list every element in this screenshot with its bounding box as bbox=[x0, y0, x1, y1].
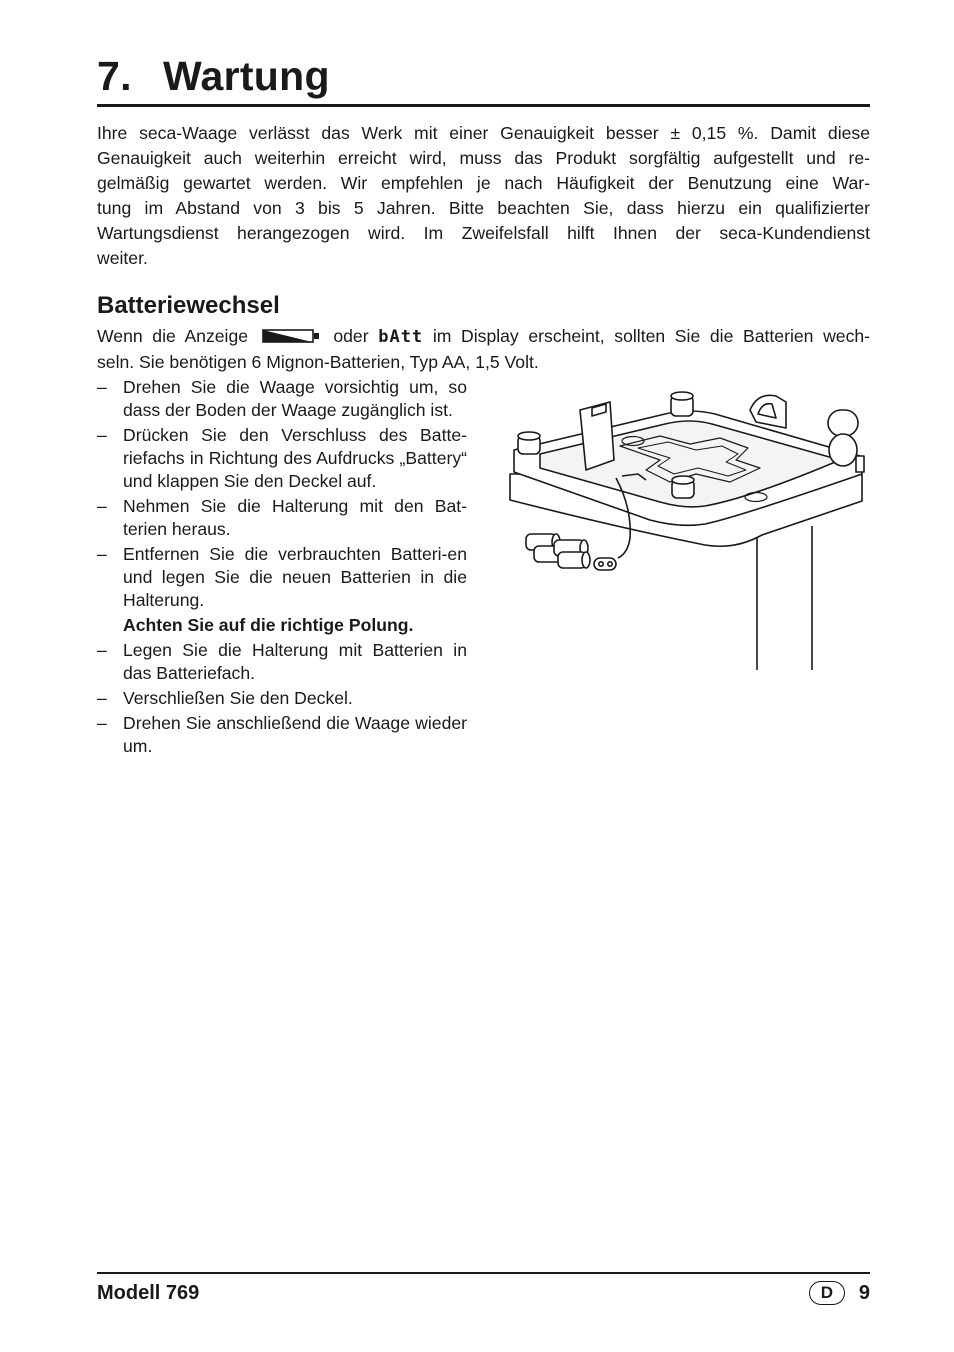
list-dash: – bbox=[97, 377, 107, 397]
step-text: Verschließen Sie den Deckel. bbox=[123, 688, 353, 708]
list-item bbox=[97, 639, 467, 685]
section-intro bbox=[97, 324, 870, 375]
low-battery-icon bbox=[262, 328, 320, 344]
chapter-title: Wartung bbox=[163, 53, 330, 99]
step-text: Drehen Sie die Waage vorsichtig um, so dass der Boden der Waage zugänglich ist. bbox=[123, 377, 467, 420]
list-dash: – bbox=[97, 544, 107, 564]
footer-divider bbox=[97, 1272, 870, 1274]
list-dash: – bbox=[97, 640, 107, 660]
polarity-note: Achten Sie auf die richtige Polung. bbox=[123, 615, 414, 635]
intro-line: gelmäßig gewartet werden. Wir empfehlen je nach Häufigkeit der Benutzung eine War- bbox=[97, 173, 870, 193]
page-title bbox=[97, 50, 330, 102]
intro-paragraph bbox=[97, 121, 870, 271]
section-heading: Batteriewechsel bbox=[97, 292, 280, 319]
footer-model: Modell 769 bbox=[97, 1282, 200, 1304]
intro-line: Genauigkeit auch weiterhin erreicht wird, muss das Produkt sorgfältig aufgestellt und re- bbox=[97, 148, 870, 168]
list-item bbox=[97, 543, 467, 612]
chapter-number: 7. bbox=[97, 53, 132, 99]
steps-list bbox=[97, 376, 467, 760]
section-intro-text: oder bbox=[333, 326, 369, 346]
intro-line: Ihre seca-Waage verlässt das Werk mit einer Genauigkeit besser ± 0,15 %. Damit diese bbox=[97, 123, 870, 143]
display-text-batt: bAtt bbox=[378, 327, 424, 347]
list-dash: – bbox=[97, 425, 107, 445]
intro-line: weiter. bbox=[97, 248, 148, 268]
step-text: Drehen Sie anschließend die Waage wieder um. bbox=[123, 713, 467, 756]
intro-line: tung im Abstand von 3 bis 5 Jahren. Bitte beachten Sie, dass hierzu ein qualifizierter bbox=[97, 198, 870, 218]
page-number: 9 bbox=[858, 1282, 870, 1304]
list-item bbox=[97, 687, 467, 710]
list-dash: – bbox=[97, 688, 107, 708]
intro-line: Wartungsdienst herangezogen wird. Im Zweifelsfall hilft Ihnen der seca-Kundendienst bbox=[97, 223, 870, 243]
step-text: Nehmen Sie die Halterung mit den Bat-terien heraus. bbox=[123, 496, 467, 539]
list-item bbox=[97, 424, 467, 493]
battery-replacement-illustration bbox=[500, 388, 870, 673]
title-divider bbox=[97, 104, 870, 107]
step-text: Legen Sie die Halterung mit Batterien in das Batteriefach. bbox=[123, 640, 467, 683]
list-item bbox=[97, 376, 467, 422]
list-item bbox=[97, 712, 467, 758]
language-badge: D bbox=[809, 1281, 845, 1305]
section-intro-text: Wenn die Anzeige bbox=[97, 326, 249, 346]
list-item bbox=[97, 495, 467, 541]
step-text: Drücken Sie den Verschluss des Batte-riefachs in Richtung des Aufdrucks „Battery“ und klappen Sie den Deckel auf. bbox=[123, 425, 467, 491]
section-intro-text: im Display erscheint, sollten Sie die Batterien wech- bbox=[432, 326, 871, 346]
footer-page-info bbox=[809, 1279, 870, 1307]
section-intro-text: seln. Sie benötigen 6 Mignon-Batterien, Typ AA, 1,5 Volt. bbox=[97, 352, 539, 372]
list-dash: – bbox=[97, 713, 107, 733]
step-text: Entfernen Sie die verbrauchten Batteri-en und legen Sie die neuen Batterien in die Halterung. bbox=[123, 544, 467, 610]
list-dash: – bbox=[97, 496, 107, 516]
